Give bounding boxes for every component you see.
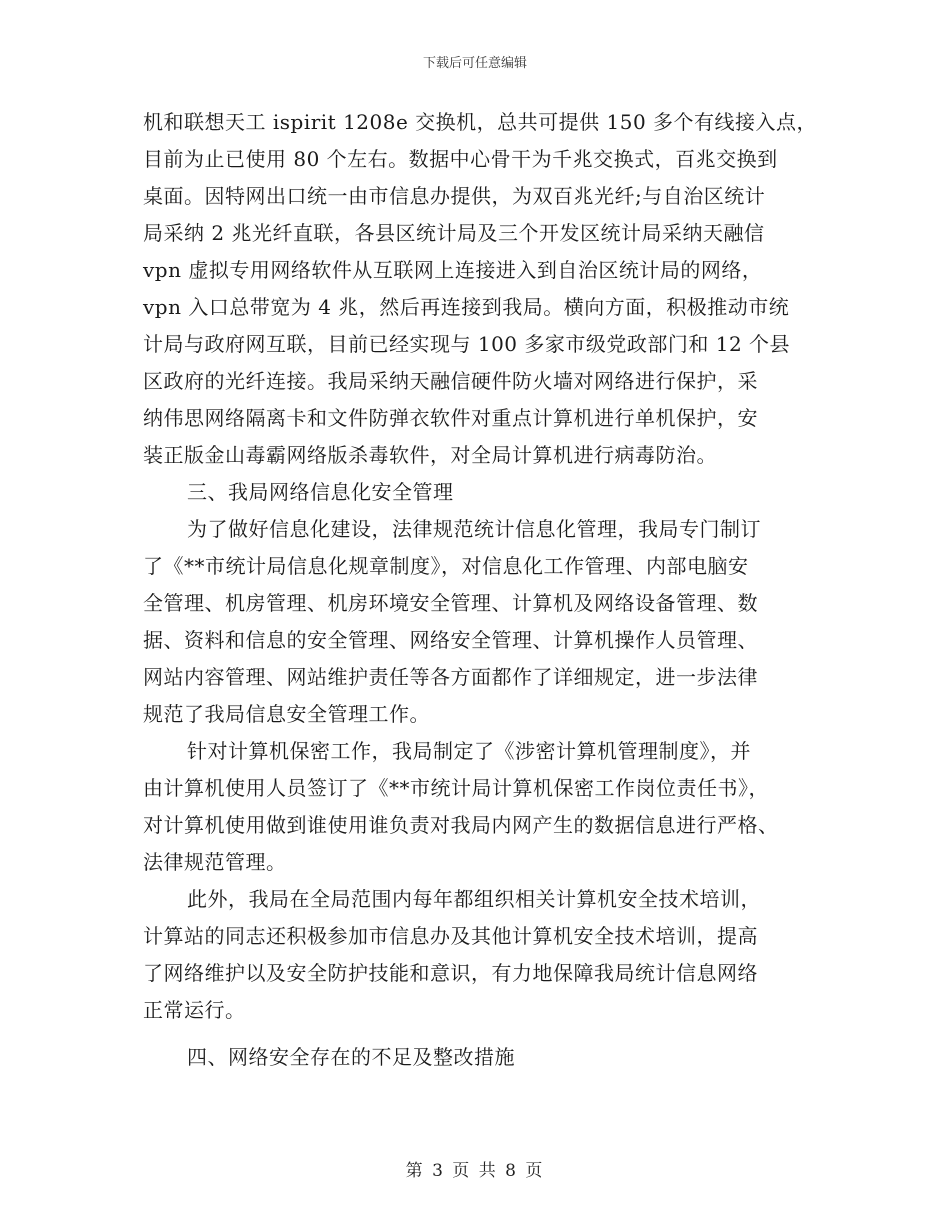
paragraph-network-infrastructure [143,104,833,474]
text-line: 目前为止已使用 80 个左右。数据中心骨干为千兆交换式，百兆交换到 [143,147,778,171]
text-line: 装正版金山毒霸网络版杀毒软件，对全局计算机进行病毒防治。 [143,443,717,467]
text-line: 局采纳 2 兆光纤直联，各县区统计局及三个开发区统计局采纳天融信 [143,221,765,245]
text-line: 为了做好信息化建设，法律规范统计信息化管理，我局专门制订 [187,517,761,541]
text-line: 此外，我局在全局范围内每年都组织相关计算机安全技术培训， [187,887,761,911]
text-line: 桌面。因特网出口统一由市信息办提供，为双百兆光纤;与自治区统计 [143,184,766,208]
text-line: 了《**市统计局信息化规章制度》，对信息化工作管理、内部电脑安 [143,554,749,578]
text-line: 对计算机使用做到谁使用谁负责对我局内网产生的数据信息进行严格、 [143,813,779,837]
text-line: 了网络维护以及安全防护技能和意识，有力地保障我局统计信息网络 [143,961,758,985]
text-line: 正常运行。 [143,998,246,1022]
paragraph-security-regulations [143,511,833,733]
text-line: 区政府的光纤连接。我局采纳天融信硬件防火墙对网络进行保护，采 [143,369,758,393]
text-line: 法律规范管理。 [143,850,287,874]
text-line: 机和联想天工 ispirit 1208e 交换机，总共可提供 150 多个有线接入点， [143,110,818,134]
page-footer: 第 3 页 共 8 页 [405,1161,545,1181]
section-heading-4 [143,1039,833,1076]
section-heading-text: 四、网络安全存在的不足及整改措施 [187,1045,515,1069]
text-line: 纳伟思网络隔离卡和文件防弹衣软件对重点计算机进行单机保护，安 [143,406,758,430]
section-heading-text: 三、我局网络信息化安全管理 [187,480,454,504]
document-body [143,104,833,1076]
text-line: 规范了我局信息安全管理工作。 [143,702,430,726]
page-header: 下载后可任意编辑 [422,56,527,71]
text-line: 网站内容管理、网站维护责任等各方面都作了详细规定，进一步法律 [143,665,758,689]
text-line: 计局与政府网互联，目前已经实现与 100 多家市级党政部门和 12 个县 [143,332,791,356]
text-line: 针对计算机保密工作，我局制定了《涉密计算机管理制度》，并 [187,739,751,763]
text-line: vpn 虚拟专用网络软件从互联网上连接进入到自治区统计局的网络， [143,258,763,282]
text-line: 计算站的同志还积极参加市信息办及其他计算机安全技术培训，提高 [143,924,758,948]
section-heading-3 [143,474,833,511]
text-line: vpn 入口总带宽为 4 兆，然后再连接到我局。横向方面，积极推动市统 [143,295,790,319]
text-line: 由计算机使用人员签订了《**市统计局计算机保密工作岗位责任书》， [143,776,769,800]
text-line: 据、资料和信息的安全管理、网络安全管理、计算机操作人员管理、 [143,628,758,652]
paragraph-confidentiality [143,733,833,881]
paragraph-training [143,881,833,1029]
text-line: 全管理、机房管理、机房环境安全管理、计算机及网络设备管理、数 [143,591,758,615]
